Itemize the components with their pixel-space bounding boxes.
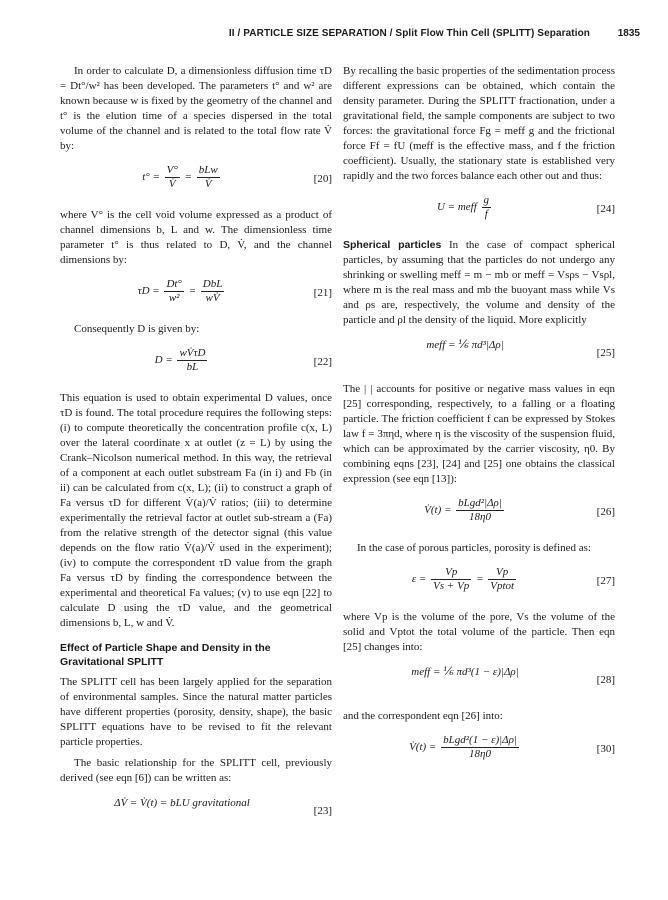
paragraph: In order to calculate D, a dimensionless diffusion time τD = Dt°/w² has been developed. The parameters t° and w² are known because w is fixed by the geometry of the channel and t° is the elution time of a species dispersed in the total volume of the channel and is related to the total flow rate V̇ by: (60, 65, 332, 152)
section-heading: Effect of Particle Shape and Density in the Gravitational SPLITT (60, 642, 271, 668)
running-header (0, 0, 668, 39)
fraction (431, 566, 471, 593)
eq-lhs: t° = (142, 171, 160, 184)
equation-20 (60, 160, 332, 198)
equation-23 (60, 792, 332, 830)
eq-lhs: V̇(t) = (424, 504, 452, 517)
equation-number: [26] (596, 506, 615, 518)
header-title: II / PARTICLE SIZE SEPARATION / Split Flow Thin Cell (SPLITT) Separation (228, 28, 590, 39)
numerator: wV̇τD (179, 347, 206, 359)
equation-28 (343, 661, 615, 699)
denominator: V̇ (168, 178, 176, 190)
paragraph: where V° is the cell void volume expressed as a product of channel dimensions b, L and w. The dimensionless time parameter t° is thus related to D, V̇, and the channel dimensions by: (60, 209, 332, 266)
eq-equals: = (188, 285, 197, 298)
numerator: Dt° (166, 278, 182, 290)
paragraph: This equation is used to obtain experimental D values, once τD is found. The total procedure requires the following steps: (i) to compute theoretically the concentration profile c(x, L) over the lateral coordinate x at outlet (z = L) by using the Crank–Nicolson numerical method. In this way, the retrieval of a component at each outlet substream Fa (in i) and Fb (in ii) can be calculated from c(x, L); (ii) to construct a graph of Fa versus τD for different V̇(a)/V̇ ratios; (iii) to determine experimentally the retrieval factor at outlet sub-stream a (Fa) from the relative strength of the detector signal (this value depends on the flow ratio V̇(a)/V̇ used in the experiment); (iv) to compute the correspondent τD value from the graph Fa versus τD by finding the correspondence between the experimental and theoretical Fa values; (v) to use eqn [22] to calculate D using the τD value, and the geometrical dimensions b, L, w and V̇. (60, 392, 332, 629)
numerator: bLgd²|Δρ| (458, 497, 502, 509)
eq-body: meff = ⅙ πd³(1 − ε)|Δρ| (411, 666, 519, 678)
denominator: f (484, 208, 488, 220)
numerator: V° (166, 164, 178, 176)
right-column (343, 64, 615, 778)
eq-body: ΔV̇ = V̇(t) = bLU gravitational (114, 797, 250, 809)
paragraph: The | | accounts for positive or negative mass values in eqn [25] corresponding, respectively, to a falling or a floating particle. The friction coefficient f can be expressed by Stokes law f = 3πηd, where η is the viscosity of the suspension fluid, which can be approximated by the carrier viscosity, η0. By combining eqns [23], [24] and [25] one obtains the classical expression (see eqn [13]): (343, 383, 615, 485)
paragraph (343, 238, 615, 328)
run-in-heading: Spherical particles (343, 239, 442, 251)
fraction (164, 278, 183, 305)
equation-number: [30] (596, 743, 615, 755)
eq-equals: = (476, 573, 484, 586)
eq-lhs: D = (154, 354, 173, 367)
eq-body: meff = ⅙ πd³|Δρ| (426, 339, 504, 351)
fraction (177, 347, 207, 374)
denominator: Vptot (490, 580, 515, 592)
denominator: wV̇ (205, 292, 220, 304)
eq-lhs: ε = (411, 573, 427, 586)
numerator: bLgd²(1 − ε)|Δρ| (443, 734, 517, 746)
page-number: 1835 (617, 28, 640, 39)
numerator: DbL (202, 278, 223, 290)
paragraph: Consequently D is given by: (74, 323, 200, 335)
numerator: g (483, 194, 490, 206)
denominator: w² (168, 292, 180, 304)
numerator: bLw (198, 164, 218, 176)
fraction (165, 164, 180, 191)
equation-22 (60, 343, 332, 381)
equation-27 (343, 562, 615, 600)
equation-number: [27] (596, 575, 615, 587)
denominator: bL (186, 361, 199, 373)
paragraph: and the correspondent eqn [26] into: (343, 710, 503, 722)
eq-equals: = (184, 171, 192, 184)
denominator: 18η0 (469, 748, 491, 760)
eq-lhs: U = meff (436, 201, 477, 214)
paragraph: By recalling the basic properties of the sedimentation process different expressions can be obtained, which contain the density parameter. During the SPLITT fractionation, under a gravitational field, the sample components are subject to two forces: the gravitational force Fg = meff g and the frictional force Ff = fU (meff is the effective mass, and f the friction coefficient). Usually, the stationary state is established very rapidly and the two forces balance each other out and thus: (343, 65, 615, 182)
equation-number: [24] (596, 203, 615, 215)
equation-25 (343, 334, 615, 372)
numerator: Vp (488, 566, 516, 580)
paragraph: The basic relationship for the SPLITT cell, previously derived (see eqn [6]) can be written as: (60, 757, 332, 784)
equation-number: [23] (313, 805, 332, 817)
paragraph-text: In the case of compact spherical particles, by assuming that the particles do not undergo any shrinking or swelling meff = m − mb or meff = Vsρs − Vsρl, where m is the real mass and mb the buoyant mass while Vs and ρs are, respectively, the volume and density of the particle and ρl the density of the liquid. More explicitly (343, 239, 615, 326)
eq-lhs: τD = (137, 285, 160, 298)
paragraph: where Vp is the volume of the pore, Vs the volume of the solid and Vptot the total volume of the particle. Then eqn [25] changes into: (343, 611, 615, 653)
equation-number: [22] (313, 356, 332, 368)
denominator: Vs + Vp (433, 580, 470, 592)
equation-30 (343, 730, 615, 768)
left-column (60, 64, 332, 840)
paragraph: In the case of porous particles, porosity is defined as: (357, 542, 591, 554)
fraction (488, 566, 516, 593)
fraction (456, 497, 504, 524)
equation-number: [25] (596, 347, 615, 359)
equation-24 (343, 190, 615, 228)
equation-number: [28] (596, 674, 615, 686)
equation-26 (343, 493, 615, 531)
fraction (482, 194, 492, 221)
eq-lhs: V̇(t) = (409, 741, 437, 754)
numerator: Vp (431, 566, 471, 580)
paragraph: The SPLITT cell has been largely applied for the separation of environmental samples. Since the natural matter particles have different properties (porosity, density, shape), the basic SPLITT equations have to be revised to fit the relevant particle properties. (60, 676, 332, 748)
denominator: V̇ (204, 178, 212, 190)
equation-number: [20] (313, 173, 332, 185)
fraction (201, 278, 225, 305)
fraction (441, 734, 519, 761)
equation-21 (60, 274, 332, 312)
denominator: 18η0 (469, 511, 491, 523)
equation-number: [21] (313, 287, 332, 299)
fraction (197, 164, 220, 191)
